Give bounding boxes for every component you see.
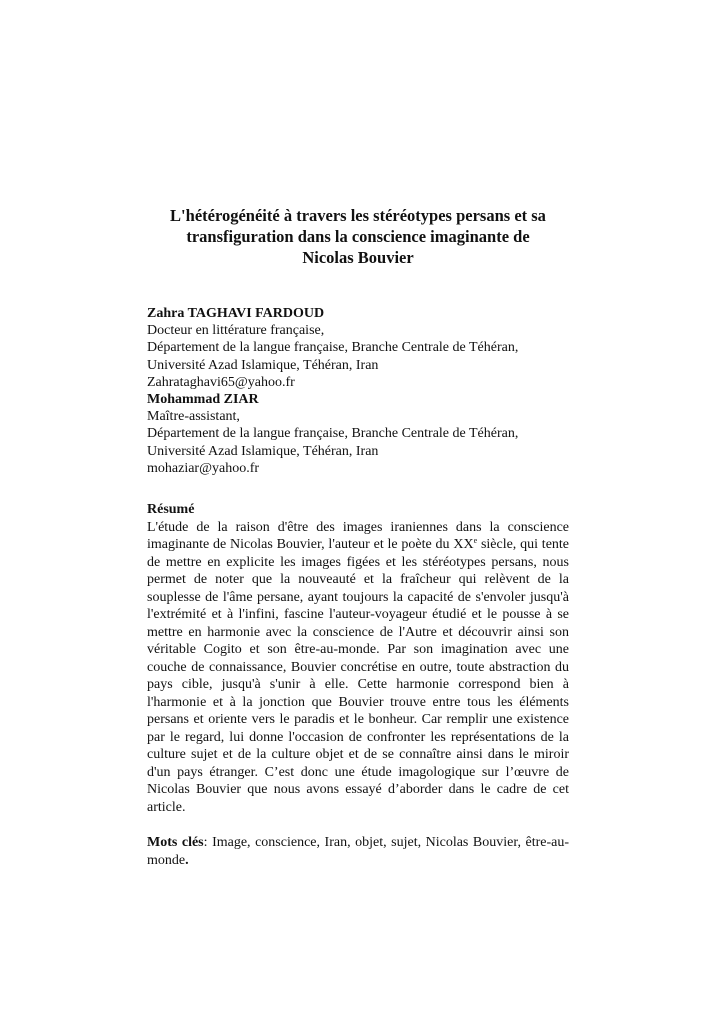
author-2-university: Université Azad Islamique, Téhéran, Iran xyxy=(147,443,379,459)
title-line-3: Nicolas Bouvier xyxy=(302,248,414,267)
author-1-department: Département de la langue française, Branche Centrale de Téhéran, xyxy=(147,340,519,356)
author-2-title: Maître-assistant, xyxy=(147,409,240,425)
abstract-body xyxy=(147,519,569,817)
keywords-label: Mots clés xyxy=(147,835,204,851)
paper-title xyxy=(147,205,569,268)
title-line-2: transfiguration dans la conscience imaginante de xyxy=(186,227,530,246)
abstract-text-start: L'étude de la raison d'être des images iraniennes dans la conscience imaginante de Nicolas Bouvier, l'auteur et le poète du XX xyxy=(147,519,569,553)
abstract-text-rest: siècle, qui tente de mettre en explicite les images figées et les stéréotypes persans, nous permet de noter que la nouveauté et la fraîcheur qui relèvent de la souplesse de l'âme persane, ayant toujours la capacité de s'envoler jusqu'à l'extrémité et à l'infini, fascine l'auteur-voyageur étudié et le pousse à se mettre en harmonie avec la conscience de l'Autre et découvrir ainsi son véritable Cogito et son être-au-monde. Par son imagination avec une couche de connaissance, Bouvier concrétise en outre, toute abstraction du pays cible, jusqu'à s'unir à elle. Cette harmonie correspond bien à l'harmonie et à la jonction que Bouvier trouve entre tous les éléments persans et oriente vers le paradis et le bonheur. Car remplir une existence par le regard, lui donne l'occasion de confronter les représentations de la culture sujet et de la culture objet et de se connaître ainsi dans le miroir d'un pays étranger. C’est donc une étude imagologique sur l’œuvre de Nicolas Bouvier que nous avons essayé d’aborder dans le cadre de cet article. xyxy=(147,537,570,815)
author-block xyxy=(147,305,569,477)
keywords-section xyxy=(147,834,569,869)
abstract-heading: Résumé xyxy=(147,502,195,518)
century-superscript: e xyxy=(473,536,478,546)
author-1-email: Zahrataghavi65@yahoo.fr xyxy=(147,374,295,390)
author-1-university: Université Azad Islamique, Téhéran, Iran xyxy=(147,357,379,373)
author-1-title: Docteur en littérature française, xyxy=(147,323,325,339)
keywords-text: Image, conscience, Iran, objet, sujet, Nicolas Bouvier, être-au-monde xyxy=(147,835,570,868)
keywords-separator: : xyxy=(203,835,213,851)
paper-page xyxy=(147,205,569,869)
author-2-department: Département de la langue française, Branche Centrale de Téhéran, xyxy=(147,426,519,442)
keywords-end: . xyxy=(185,852,189,868)
author-2-name: Mohammad ZIAR xyxy=(147,392,259,408)
author-2-email: mohaziar@yahoo.fr xyxy=(147,460,260,476)
author-1-name: Zahra TAGHAVI FARDOUD xyxy=(147,306,325,321)
title-line-1: L'hétérogénéité à travers les stéréotypes persans et sa xyxy=(170,206,546,225)
abstract-section xyxy=(147,501,569,816)
